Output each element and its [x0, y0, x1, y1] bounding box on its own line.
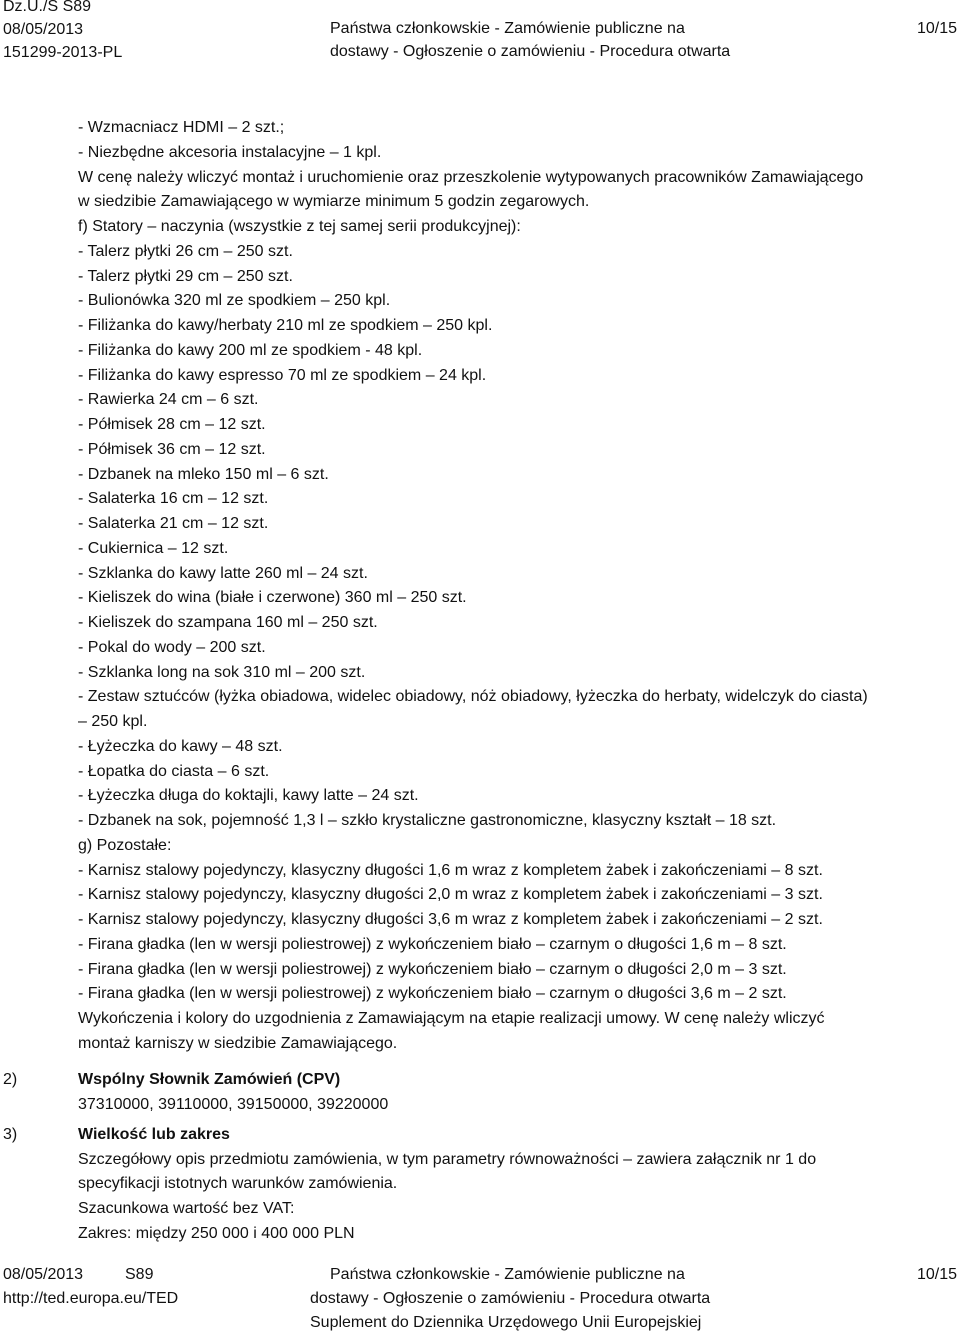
content-line: - Łyżeczka do kawy – 48 szt. [78, 738, 283, 755]
footer-title-line-1: Państwa członkowskie - Zamówienie publiczne na [330, 1266, 685, 1283]
footer-title-line-2: dostawy - Ogłoszenie o zamówieniu - Procedura otwarta [310, 1290, 711, 1307]
scope-line-1: Szczegółowy opis przedmiotu zamówienia, w tym parametry równoważności – zawiera załącznik nr 1 do [78, 1151, 817, 1168]
content-line: W cenę należy wliczyć montaż i uruchomienie oraz przeszkolenie wytypowanych pracowników Zamawiającego [78, 169, 864, 186]
content-line: - Talerz płytki 26 cm – 250 szt. [78, 243, 293, 260]
section-3-number: 3) [3, 1126, 18, 1143]
content-line: - Rawierka 24 cm – 6 szt. [78, 391, 259, 408]
header-title-line-1: Państwa członkowskie - Zamówienie publiczne na [330, 20, 685, 37]
content-line: - Karnisz stalowy pojedynczy, klasyczny długości 1,6 m wraz z kompletem żabek i zakończeniami – 8 szt. [78, 862, 823, 879]
content-line: - Półmisek 28 cm – 12 szt. [78, 416, 266, 433]
content-line: - Firana gładka (len w wersji poliestrowej) z wykończeniem biało – czarnym o długości 2,0 m – 3 szt. [78, 961, 787, 978]
content-line: montaż karniszy w siedzibie Zamawiającego. [78, 1035, 398, 1052]
content-line: - Salaterka 21 cm – 12 szt. [78, 515, 269, 532]
content-line: - Filiżanka do kawy 200 ml ze spodkiem - 48 kpl. [78, 342, 423, 359]
section-2-number: 2) [3, 1071, 18, 1088]
page-footer [0, 1263, 960, 1334]
header-date: 08/05/2013 [3, 21, 84, 38]
content-line: - Pokal do wody – 200 szt. [78, 639, 266, 656]
content-line: - Dzbanek na mleko 150 ml – 6 szt. [78, 466, 329, 483]
cpv-codes: 37310000, 39110000, 39150000, 39220000 [78, 1096, 389, 1113]
content-line: - Filiżanka do kawy espresso 70 ml ze spodkiem – 24 kpl. [78, 367, 487, 384]
content-line: - Kieliszek do wina (białe i czerwone) 360 ml – 250 szt. [78, 589, 467, 606]
footer-date: 08/05/2013 [3, 1266, 84, 1283]
scope-line-2: specyfikacji istotnych warunków zamówienia. [78, 1175, 398, 1192]
footer-supplement: Suplement do Dziennika Urzędowego Unii Europejskiej [310, 1314, 702, 1331]
header-page-number: 10/15 [916, 20, 957, 37]
content-line: - Bulionówka 320 ml ze spodkiem – 250 kpl. [78, 292, 391, 309]
content-line: - Łopatka do ciasta – 6 szt. [78, 763, 270, 780]
content-line: - Karnisz stalowy pojedynczy, klasyczny długości 2,0 m wraz z kompletem żabek i zakończeniami – 3 szt. [78, 886, 823, 903]
footer-url-link[interactable]: http://ted.europa.eu/TED [3, 1290, 179, 1307]
header-title-line-2: dostawy - Ogłoszenie o zamówieniu - Procedura otwarta [330, 43, 731, 60]
content-line: - Półmisek 36 cm – 12 szt. [78, 441, 266, 458]
scope-line-4: Zakres: między 250 000 i 400 000 PLN [78, 1225, 355, 1242]
header-left [3, 0, 122, 64]
content-line: - Szklanka do kawy latte 260 ml – 24 szt. [78, 565, 368, 582]
footer-page-number: 10/15 [916, 1266, 957, 1283]
content-line: – 250 kpl. [78, 713, 148, 730]
section-3-title: Wielkość lub zakres [78, 1126, 230, 1143]
content-line: - Firana gładka (len w wersji poliestrowej) z wykończeniem biało – czarnym o długości 1,6 m – 8 szt. [78, 936, 787, 953]
journal-ref: Dz.U./S S89 [3, 0, 92, 15]
content-line: w siedzibie Zamawiającego w wymiarze minimum 5 godzin zegarowych. [78, 193, 590, 210]
content-line: - Talerz płytki 29 cm – 250 szt. [78, 268, 293, 285]
footer-series: S89 [125, 1266, 154, 1283]
content-line: - Firana gładka (len w wersji poliestrowej) z wykończeniem biało – czarnym o długości 3,6 m – 2 szt. [78, 985, 787, 1002]
content-line: - Wzmacniacz HDMI – 2 szt.; [78, 119, 285, 136]
header-center [330, 17, 730, 63]
content-line: - Szklanka long na sok 310 ml – 200 szt. [78, 664, 366, 681]
content-line: - Karnisz stalowy pojedynczy, klasyczny długości 3,6 m wraz z kompletem żabek i zakończeniami – 2 szt. [78, 911, 823, 928]
content-line: - Kieliszek do szampana 160 ml – 250 szt. [78, 614, 378, 631]
content-line: - Niezbędne akcesoria instalacyjne – 1 kpl. [78, 144, 382, 161]
content-line: f) Statory – naczynia (wszystkie z tej samej serii produkcyjnej): [78, 218, 521, 235]
content-line: - Zestaw sztućców (łyżka obiadowa, widelec obiadowy, nóż obiadowy, łyżeczka do herbaty, widelczyk do ciasta) [78, 688, 868, 705]
content-line: - Dzbanek na sok, pojemność 1,3 l – szkło krystaliczne gastronomiczne, klasyczny kształt – 18 szt. [78, 812, 777, 829]
content-line: - Łyżeczka długa do koktajli, kawy latte – 24 szt. [78, 787, 419, 804]
section-2-title: Wspólny Słownik Zamówień (CPV) [78, 1071, 341, 1088]
scope-line-3: Szacunkowa wartość bez VAT: [78, 1200, 295, 1217]
content-line: - Cukiernica – 12 szt. [78, 540, 229, 557]
content-line: Wykończenia i kolory do uzgodnienia z Zamawiającym na etapie realizacji umowy. W cenę należy wliczyć [78, 1010, 825, 1027]
content-line: - Salaterka 16 cm – 12 szt. [78, 490, 269, 507]
content-line: - Filiżanka do kawy/herbaty 210 ml ze spodkiem – 250 kpl. [78, 317, 493, 334]
content-line: g) Pozostałe: [78, 837, 172, 854]
notice-id: 151299-2013-PL [3, 44, 123, 61]
